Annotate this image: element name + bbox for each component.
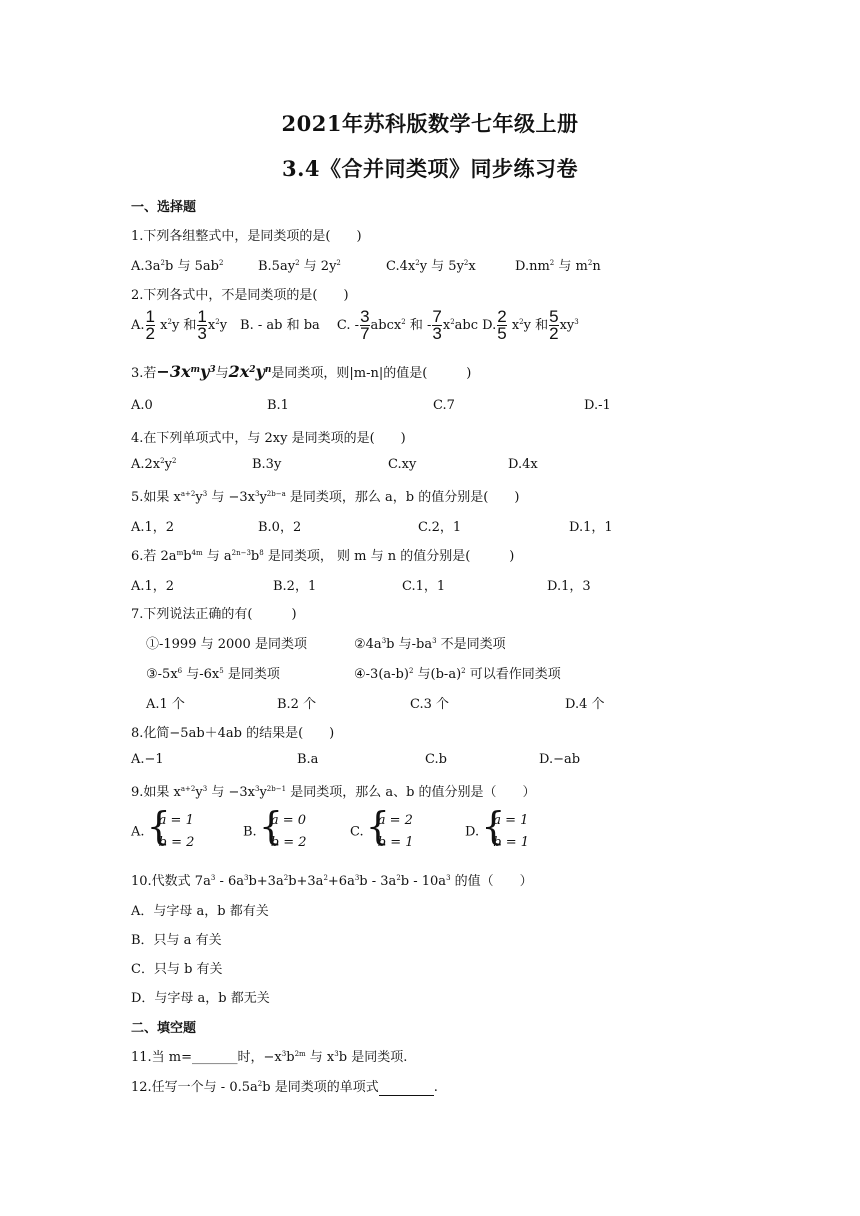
q4-option-d: D.4x <box>508 457 538 472</box>
title-lesson: 3.4《合并同类项》同步练习卷 <box>281 156 579 181</box>
q7-option-a: A.1 个 <box>146 697 185 712</box>
section-choice: 一、选择题 <box>131 200 197 215</box>
q12-stem: 12.任写一个与 - $0.5a^2b$ 是同类项的单项式 . <box>131 1080 438 1095</box>
q7-option-c: C.3 个 <box>410 697 450 712</box>
q7-stem: 7.下列说法正确的有( ) <box>131 607 297 622</box>
q3-option-c: C.7 <box>433 398 455 413</box>
q9-stem: 9.如果 $x^{a+2}y^3$ 与 $-3x^3y^{2b-1}$ 是同类项，那么 a、b 的值分别是（ ） <box>131 785 536 800</box>
q9-option-b: B. { a = 0 b = 2 <box>243 810 307 854</box>
q7-statement-4: $④-3(a-b)^2$ 与$(b-a)^2$ 可以看作同类项 <box>354 667 561 682</box>
q6-option-d: D.1，3 <box>547 579 591 594</box>
q11-stem: 11.当 m=_______时，$-x^3b^{2m}$ 与 $x^3b$ 是同类项. <box>131 1050 408 1065</box>
q10-option-b: B．只与 a 有关 <box>131 933 222 948</box>
q4-option-b: B.3y <box>252 457 282 472</box>
q8-option-d: D.−ab <box>539 752 581 767</box>
q10-option-d: D．与字母 a，b 都无关 <box>131 991 270 1006</box>
title-year: 2021年苏科版数学七年级上册 <box>281 111 579 136</box>
q6-stem: 6.若 $2a^mb^{4m}$ 与 $a^{2n-3}b^8$ 是同类项， 则 m 与 n 的值分别是( ) <box>131 549 515 564</box>
q9-option-c: C. { a = 2 b = 1 <box>350 810 414 854</box>
q1-option-a: $A.3a^2b$ 与 $5ab^2$ <box>131 259 224 274</box>
q8-option-c: C.b <box>425 752 447 767</box>
q3-option-a: A.0 <box>131 398 153 413</box>
q4-option-a: $A.2x^2y^2$ <box>131 457 177 472</box>
q2-stem: 2.下列各式中，不是同类项的是( ) <box>131 288 349 303</box>
q4-stem: 4.在下列单项式中，与 2xy 是同类项的是( ) <box>131 431 406 446</box>
q7-statement-1: ①-1999 与 2000 是同类项 <box>146 637 307 652</box>
q2-options: A. $\frac{1}{2}$ $x^2y$ 和 $\frac{1}{3}$ $x^2y$ B. - ab 和 ba C. - $\frac{3}{7}$ abcx$^2$ 和 - $\frac{7}{3}$ $x^2abc$ D. $\frac{2}{5}$ $x^2y$ 和 $\frac{5}{2}$ $xy^3$ <box>131 307 579 343</box>
q8-option-b: B.a <box>297 752 319 767</box>
q6-option-b: B.2，1 <box>273 579 317 594</box>
q5-option-a: A.1，2 <box>131 520 175 535</box>
q3-option-d: D.-1 <box>584 398 611 413</box>
q1-option-b: $B.5ay^2$ 与 $2y^2$ <box>258 259 341 274</box>
q5-option-d: D.1，1 <box>569 520 613 535</box>
q5-stem: 5.如果 $x^{a+2}y^3$ 与 $-3x^3y^{2b-a}$ 是同类项，那么 a，b 的值分别是( ) <box>131 490 520 505</box>
q8-stem: 8.化简−5ab＋4ab 的结果是( ) <box>131 726 335 741</box>
q7-statement-2: $②4a^3b$ 与$-ba^3$ 不是同类项 <box>354 637 506 652</box>
q6-option-c: C.1，1 <box>402 579 446 594</box>
q10-stem: 10.代数式 $7a^3 - 6a^3b+3a^2b+3a^2+6a^3b - 3a^2b - 10a^3$ 的值（ ） <box>131 874 533 889</box>
q8-option-a: A.−1 <box>131 752 164 767</box>
q7-statement-3: $③-5x^6$ 与$-6x^5$ 是同类项 <box>146 667 280 682</box>
q9-option-d: D. { a = 1 b = 1 <box>465 810 529 854</box>
q1-option-d: $D.nm^2$ 与 $m^2n$ <box>515 259 601 274</box>
q1-option-c: $C.4x^2y$ 与 $5y^2x$ <box>386 259 476 274</box>
q6-option-a: A.1，2 <box>131 579 175 594</box>
q10-option-a: A．与字母 a，b 都有关 <box>131 904 269 919</box>
section-fill-blank: 二、填空题 <box>131 1021 197 1036</box>
q3-option-b: B.1 <box>267 398 289 413</box>
q12-blank[interactable] <box>379 1080 434 1096</box>
q7-option-d: D.4 个 <box>565 697 605 712</box>
q9-option-a: A. { a = 1 b = 2 <box>131 810 194 854</box>
q5-option-c: C.2，1 <box>418 520 462 535</box>
q1-stem: 1.下列各组整式中，是同类项的是( ) <box>131 229 362 244</box>
q10-option-c: C．只与 b 有关 <box>131 962 223 977</box>
q4-option-c: C.xy <box>388 457 417 472</box>
q5-option-b: B.0，2 <box>258 520 302 535</box>
q7-option-b: B.2 个 <box>277 697 317 712</box>
q3-stem: 3.若$-3x^my^3$与$2x^2y^n$是同类项，则|m-n|的值是( ) <box>131 362 472 381</box>
